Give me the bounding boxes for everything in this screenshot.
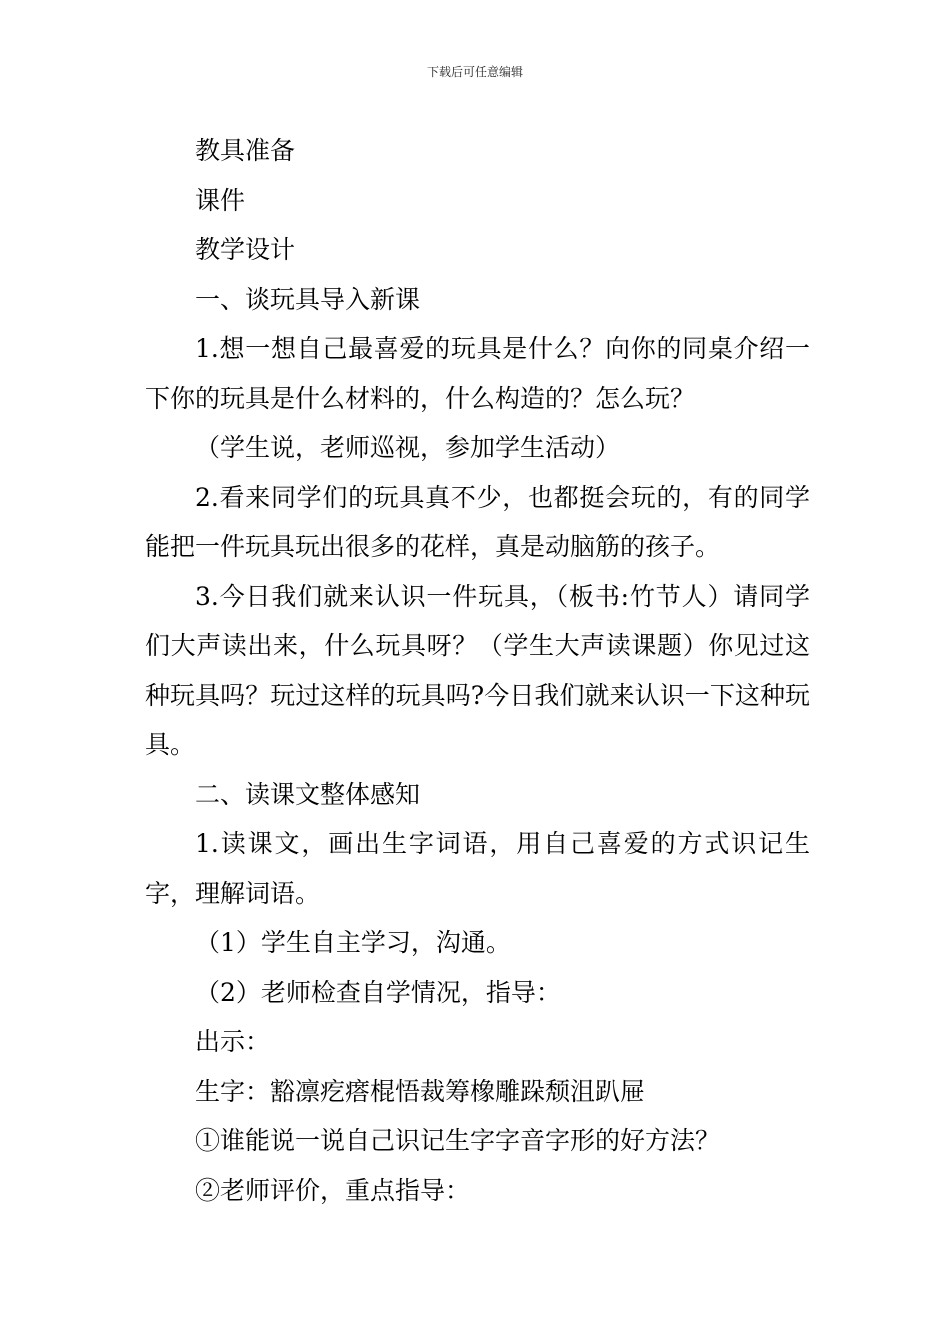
heading-teaching-aids: 教具准备 xyxy=(195,136,296,165)
section-heading-1: 一、谈玩具导入新课 xyxy=(195,284,421,314)
paragraph-6: （1）学生自主学习，沟通。 xyxy=(195,928,511,957)
paragraph-10: ②老师评价，重点指导： xyxy=(195,1175,471,1205)
paragraph-2: （学生说，老师巡视，参加学生活动） xyxy=(195,433,621,462)
paragraph-8: 出示： xyxy=(195,1027,271,1056)
heading-teaching-design: 教学设计 xyxy=(195,235,296,264)
paragraph-4: 3.今日我们就来认识一件玩具，（板书:竹节人）请同学们大声读出来，什么玩具呀？（学生大声读课题）你见过这种玩具吗？玩过这样的玩具吗?今日我们就来认识一下这种玩具。 xyxy=(145,581,810,759)
paragraph-courseware: 课件 xyxy=(195,185,246,215)
section-heading-2: 二、读课文整体感知 xyxy=(195,779,421,809)
document-body xyxy=(145,126,810,1215)
paragraph-5: 1.读课文，画出生字词语，用自己喜爱的方式识记生字，理解词语。 xyxy=(145,829,810,908)
paragraph-new-characters: 生字：豁凛疙瘩棍悟裁筹橡雕跺颓沮趴屉 xyxy=(195,1076,646,1106)
page-header: 下载后可任意编辑 xyxy=(426,65,523,79)
paragraph-9: ①谁能说一说自己识记生字字音字形的好方法？ xyxy=(195,1126,721,1155)
paragraph-1: 1.想一想自己最喜爱的玩具是什么？向你的同桌介绍一下你的玩具是什么材料的，什么构造的？怎么玩？ xyxy=(145,334,810,413)
paragraph-7: （2）老师检查自学情况，指导： xyxy=(195,977,561,1007)
paragraph-3: 2.看来同学们的玩具真不少，也都挺会玩的，有的同学能把一件玩具玩出很多的花样，真是动脑筋的孩子。 xyxy=(145,482,810,561)
